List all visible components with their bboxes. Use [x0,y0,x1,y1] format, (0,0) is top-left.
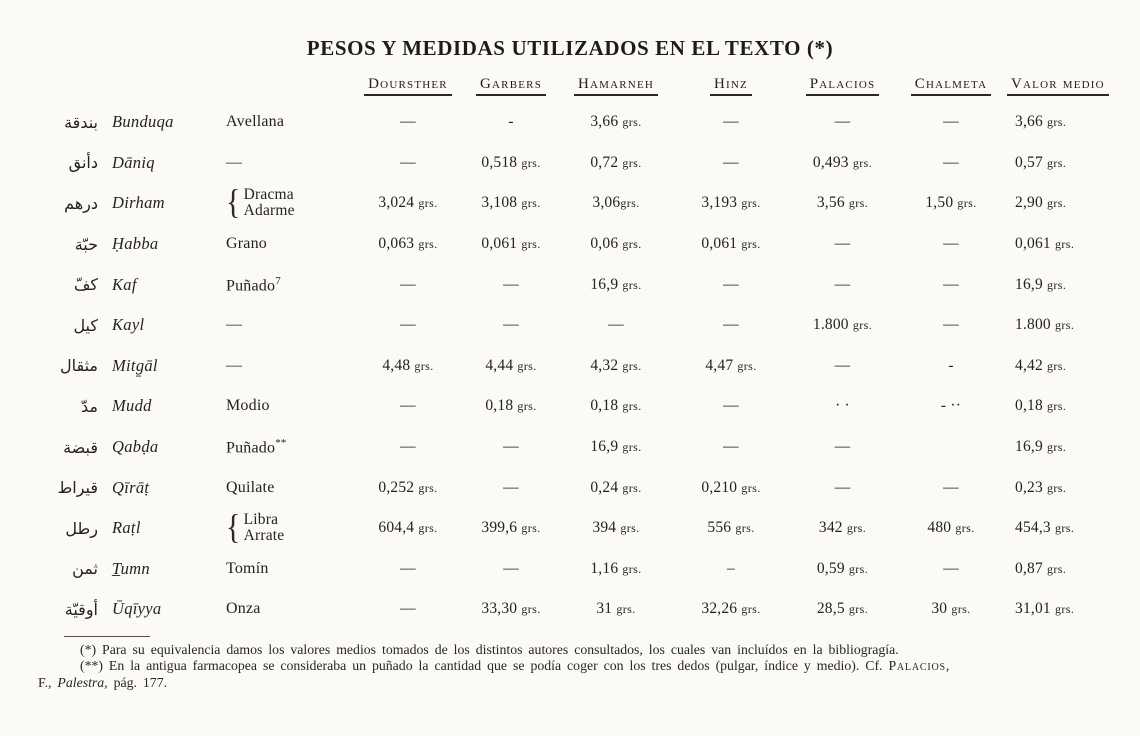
value-chalmeta: — [943,113,959,131]
table-row [20,143,1128,184]
footnote-separator-rule [64,636,150,637]
value-doursther: 0,252 grs. [378,478,438,496]
transliteration: Mitg̱āl [112,355,158,375]
value-valor-medio: 0,87 grs. [1015,559,1067,577]
table-row [20,224,1128,265]
value-garbers: — [503,559,519,577]
value-valor-medio: 16,9 grs. [1015,438,1067,456]
value-hinz: 0,210 grs. [701,478,761,496]
table-row [20,508,1128,549]
value-valor-medio: 0,18 grs. [1015,397,1067,415]
value-hamarneh: 16,9 grs. [590,275,642,293]
value-chalmeta: — [943,275,959,293]
value-chalmeta: 480 grs. [927,519,975,537]
footnotes [38,636,1120,692]
value-hamarneh: 3,66 grs. [590,113,642,131]
value-hamarneh: 0,18 grs. [590,397,642,415]
table-body [20,102,1128,630]
transliteration: Qīrāṭ [112,477,150,497]
arabic-script: كيل [73,315,98,335]
column-header-hamarneh: Hamarneh [560,75,672,96]
spanish-name: Modio [226,397,270,415]
transliteration: Raṭl [112,518,141,538]
value-doursther: — [400,275,416,293]
footnote-1: (*) Para su equivalencia damos los valores medios tomados de los distintos autores consultados, los cuales van incluídos en la bibliogragía. [80,641,899,657]
value-chalmeta: - [948,356,954,374]
value-valor-medio: 0,57 grs. [1015,153,1067,171]
value-doursther: — [400,397,416,415]
column-header-valor-medio: Valor medio [1007,75,1128,96]
transliteration: Ūqīyya [112,599,162,619]
spanish-name: { Dracma Adarme [226,183,295,222]
arabic-script: ثمن [72,559,98,579]
value-chalmeta: — [943,478,959,496]
value-hinz: 556 grs. [707,519,755,537]
table-header-row [20,75,1128,96]
value-palacios: — [834,113,851,131]
arabic-script: قيراط [57,478,98,498]
arabic-script: مدّ [81,396,98,416]
value-hinz: 32,26 grs. [701,600,761,618]
value-doursther: — [400,559,416,577]
value-valor-medio: 4,42 grs. [1015,356,1067,374]
transliteration: Ḥabba [112,234,159,254]
transliteration: Dirham [112,193,165,213]
value-hamarneh: — [608,316,624,334]
table-row [20,549,1128,590]
table-row [20,183,1128,224]
value-hinz: — [723,153,739,171]
transliteration: Qabḍa [112,437,159,457]
arabic-script: كفّ [73,275,98,295]
spanish-name: — [226,356,243,374]
footnote-work-italic: Palestra, [57,674,108,690]
value-valor-medio: 1.800 grs. [1015,316,1075,334]
value-hamarneh: 0,24 grs. [590,478,642,496]
value-doursther: 0,063 grs. [378,235,438,253]
value-chalmeta: — [943,235,959,253]
page-title: PESOS Y MEDIDAS UTILIZADOS EN EL TEXTO (*) [306,36,834,60]
value-hinz: — [723,397,739,415]
value-hinz: 0,061 grs. [701,235,761,253]
value-doursther: — [400,600,416,618]
value-garbers: - [508,113,514,131]
arabic-script: رطل [65,518,98,538]
arabic-script: درهم [64,193,98,213]
table-row [20,305,1128,346]
value-garbers: 399,6 grs. [481,519,541,537]
value-chalmeta: 1,50 grs. [925,194,977,212]
value-hinz: 3,193 grs. [701,194,761,212]
value-chalmeta: — [943,153,959,171]
value-hinz: 4,47 grs. [705,356,757,374]
arabic-script: دأنق [68,153,98,173]
footnote-3: F., Palestra, pág. 177. [38,674,168,690]
spanish-name: Grano [226,235,267,253]
value-doursther: — [400,153,416,171]
table-row [20,102,1128,143]
spanish-name: Tomín [226,559,269,577]
spanish-name: — [226,316,243,334]
value-hamarneh: 3,06grs. [592,194,640,212]
value-hamarneh: 1,16 grs. [590,559,642,577]
value-doursther: — [400,438,416,456]
spanish-name: Onza [226,600,261,618]
value-palacios: 0,493 grs. [812,153,873,171]
value-valor-medio: 3,66 grs. [1015,113,1067,131]
value-palacios: 28,5 grs. [816,600,869,618]
transliteration: Kaf [112,274,137,294]
table-row [20,264,1128,305]
value-hamarneh: 16,9 grs. [590,438,642,456]
value-doursther: 3,024 grs. [378,194,438,212]
value-valor-medio: 16,9 grs. [1015,275,1067,293]
transliteration: Kayl [112,315,145,335]
value-garbers: 0,18 grs. [485,397,537,415]
table-row [20,589,1128,630]
column-header-garbers: Garbers [462,75,560,96]
value-palacios: — [834,478,851,496]
value-hamarneh: 4,32 grs. [590,356,642,374]
value-valor-medio: 0,061 grs. [1015,235,1075,253]
arabic-script: حبّة [74,234,98,254]
value-palacios: 3,56 grs. [816,194,869,212]
spanish-name: Puñado** [226,436,287,457]
value-garbers: — [503,316,519,334]
arabic-script: مثقال [60,356,98,376]
value-valor-medio: 31,01 grs. [1015,600,1075,618]
value-chalmeta: 30 grs. [931,600,971,618]
value-palacios: — [834,235,851,253]
spanish-name: — [226,153,243,171]
value-chalmeta: - ·· [940,397,962,415]
value-hinz: — [723,275,739,293]
value-hinz: — [723,438,739,456]
transliteration: Mudd [112,396,152,416]
value-hamarneh: 0,72 grs. [590,153,642,171]
arabic-script: قبضة [63,437,98,457]
transliteration: Bunduqa [112,112,174,132]
weights-table [20,75,1128,630]
footnote-2: (**) En la antigua farmacopea se consideraba un puñado la cantidad que se podía coger con los tres dedos (pulgar, índice y medio). Cf. Palacios, [80,658,951,674]
arabic-script: بندقة [64,112,98,132]
value-garbers: — [503,438,519,456]
value-chalmeta: — [943,559,959,577]
table-row [20,386,1128,427]
table-row [20,427,1128,468]
value-hinz: — [723,316,739,334]
value-garbers: 0,518 grs. [481,153,541,171]
value-garbers: 4,44 grs. [485,356,537,374]
arabic-script: أوقيّة [64,599,98,619]
value-palacios: 1.800 grs. [812,316,873,334]
column-header-doursther: Doursther [354,75,462,96]
column-header-hinz: Hinz [672,75,790,96]
value-doursther: — [400,316,416,334]
value-hamarneh: 394 grs. [592,519,640,537]
value-garbers: — [503,478,519,496]
value-garbers: — [503,275,519,293]
value-garbers: 0,061 grs. [481,235,541,253]
column-header-chalmeta: Chalmeta [895,75,1007,96]
spanish-name: Avellana [226,113,285,131]
value-garbers: 3,108 grs. [481,194,541,212]
value-chalmeta: — [943,316,959,334]
value-valor-medio: 2,90 grs. [1015,194,1067,212]
column-header-palacios: Palacios [790,75,895,96]
value-hinz: — [723,113,739,131]
spanish-name: Puñado$^7$ [226,274,281,294]
value-doursther: — [400,113,416,131]
value-palacios: — [834,356,851,374]
value-garbers: 33,30 grs. [481,600,541,618]
value-hamarneh: 0,06 grs. [590,235,642,253]
value-hamarneh: 31 grs. [596,600,636,618]
value-palacios: 0,59 grs. [816,559,869,577]
table-row [20,467,1128,508]
value-palacios: — [834,275,851,293]
transliteration: Dāniq [112,152,155,172]
value-doursther: 604,4 grs. [378,519,438,537]
value-valor-medio: 454,3 grs. [1015,519,1075,537]
footnote-author-smallcaps: Palacios, [888,658,951,674]
spanish-name: Quilate [226,478,275,496]
value-palacios: — [834,438,851,456]
value-palacios: · · [835,397,850,415]
spanish-name: { Libra Arrate [226,508,285,547]
value-hinz: – [727,559,735,577]
value-doursther: 4,48 grs. [382,356,434,374]
transliteration: T̲umn [112,558,150,578]
value-palacios: 342 grs. [818,519,867,537]
value-valor-medio: 0,23 grs. [1015,478,1067,496]
table-row [20,346,1128,387]
